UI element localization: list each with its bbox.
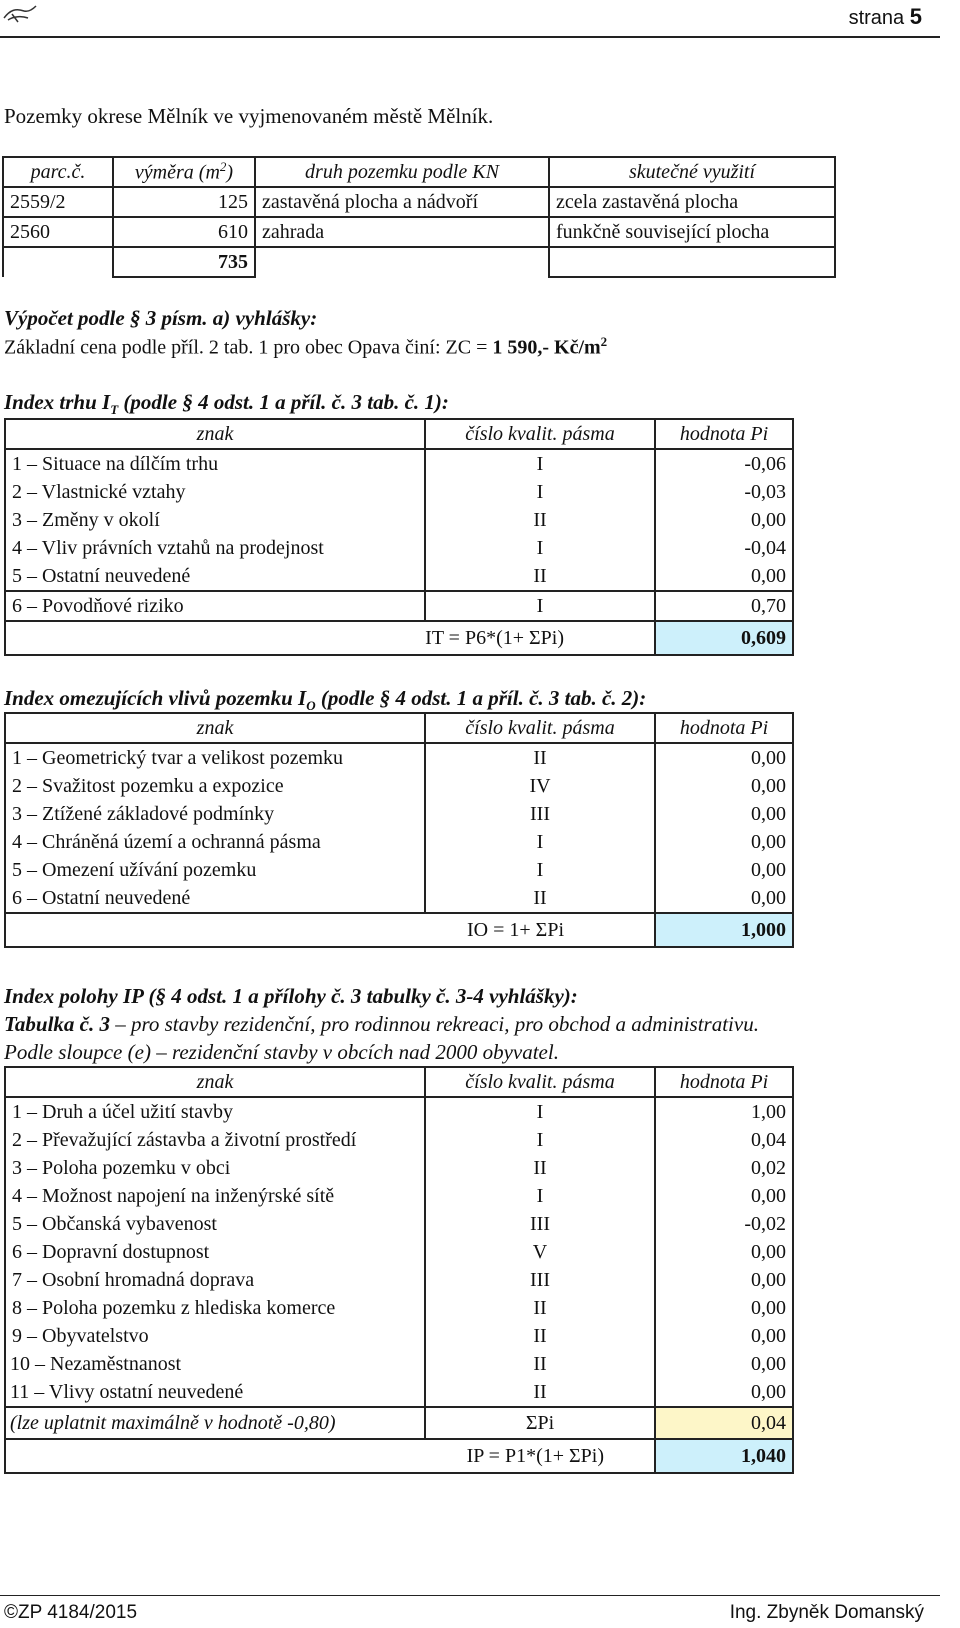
cell-pasmo: III	[425, 1210, 655, 1238]
cell-pasmo: IV	[425, 772, 655, 800]
table-total-row	[3, 247, 835, 277]
cell-hodnota: 0,00	[655, 1266, 793, 1294]
table-row	[5, 1322, 793, 1350]
table-result-row	[5, 913, 793, 947]
cell-usage: zcela zastavěná plocha	[549, 187, 835, 217]
cell-area: 125	[113, 187, 255, 217]
cell-hodnota: -0,04	[655, 534, 793, 562]
cell-pasmo: II	[425, 1350, 655, 1378]
footer-divider	[0, 1595, 940, 1596]
cell-hodnota: 0,00	[655, 743, 793, 772]
cell-empty	[3, 247, 113, 277]
table-label-line: Tabulka č. 3 – pro stavby rezidenční, pro rodinnou rekreaci, pro obchod a administrativu.	[4, 1012, 759, 1036]
table-result-row	[5, 1439, 793, 1473]
table-result-row	[5, 621, 793, 655]
cell-znak: 9 – Obyvatelstvo	[5, 1322, 425, 1350]
cell-pasmo: I	[425, 449, 655, 478]
cell-pasmo: I	[425, 856, 655, 884]
intro-text: Pozemky okrese Mělník ve vyjmenovaném městě Mělník.	[4, 104, 494, 128]
cell-hodnota: 0,04	[655, 1126, 793, 1154]
table-row	[5, 562, 793, 591]
cell-parcel: 2559/2	[3, 187, 113, 217]
cell-znak: 4 – Možnost napojení na inženýrské sítě	[5, 1182, 425, 1210]
calc-title: Výpočet podle § 3 písm. a) vyhlášky:	[4, 306, 318, 330]
table-row	[5, 1378, 793, 1407]
cell-pasmo: II	[425, 1154, 655, 1182]
cell-hodnota: 1,00	[655, 1097, 793, 1126]
table-row	[5, 828, 793, 856]
table-row	[3, 187, 835, 217]
table-row	[5, 800, 793, 828]
index-omez-table	[4, 712, 794, 948]
sum-label-cell: ΣPi	[425, 1407, 655, 1439]
col-header-parcel: parc.č.	[3, 157, 113, 187]
cell-pasmo: II	[425, 506, 655, 534]
table-row	[5, 856, 793, 884]
formula-cell: IP = P1*(1+ ΣPi)	[5, 1439, 655, 1473]
cell-znak: 4 – Chráněná území a ochranná pásma	[5, 828, 425, 856]
table-row	[5, 1210, 793, 1238]
table-row	[5, 449, 793, 478]
cell-hodnota: 0,00	[655, 772, 793, 800]
cell-znak: 6 – Povodňové riziko	[5, 591, 425, 621]
cell-pasmo: III	[425, 1266, 655, 1294]
cell-znak: 2 – Svažitost pozemku a expozice	[5, 772, 425, 800]
cell-hodnota: 0,00	[655, 856, 793, 884]
table-row	[5, 478, 793, 506]
col-header-znak: znak	[5, 1067, 425, 1097]
note-cell: (lze uplatnit maximálně v hodnotě -0,80)	[5, 1407, 425, 1439]
cell-hodnota: 0,00	[655, 1378, 793, 1407]
cell-area: 610	[113, 217, 255, 247]
col-header-area: výměra $(m^2)$	[113, 157, 255, 187]
col-header-usage: skutečné využití	[549, 157, 835, 187]
index-omez-title: Index omezujících vlivů pozemku $I_O$ (podle § 4 odst. 1 a příl. č. 3 tab. č. 2):	[4, 686, 647, 714]
index-trhu-title: Index trhu $I_T$ (podle § 4 odst. 1 a příl. č. 3 tab. č. 1):	[4, 390, 449, 418]
cell-znak: 11 – Vlivy ostatní neuvedené	[5, 1378, 425, 1407]
result-cell: 0,609	[655, 621, 793, 655]
col-header-type: druh pozemku podle KN	[255, 157, 549, 187]
page-number: strana 5	[848, 4, 922, 29]
footer-right: Ing. Zbyněk Domanský	[729, 1602, 924, 1623]
table-row	[5, 743, 793, 772]
index-polohy-table	[4, 1066, 794, 1474]
col-header-znak: znak	[5, 419, 425, 449]
result-cell: 1,040	[655, 1439, 793, 1473]
cell-empty	[255, 247, 549, 277]
col-header-hodnota: hodnota Pi	[655, 713, 793, 743]
table-row	[5, 884, 793, 913]
cell-pasmo: II	[425, 1378, 655, 1407]
cell-znak: 7 – Osobní hromadná doprava	[5, 1266, 425, 1294]
cell-znak: 2 – Vlastnické vztahy	[5, 478, 425, 506]
cell-type: zastavěná plocha a nádvoří	[255, 187, 549, 217]
col-header-pasmo: číslo kvalit. pásma	[425, 419, 655, 449]
cell-hodnota: 0,00	[655, 1322, 793, 1350]
table-row	[5, 1126, 793, 1154]
index-polohy-title: Index polohy IP (§ 4 odst. 1 a přílohy č. 3 tabulky č. 3-4 vyhlášky):	[4, 984, 578, 1008]
table-row	[5, 1097, 793, 1126]
table-header-row	[5, 713, 793, 743]
cell-pasmo: I	[425, 1097, 655, 1126]
cell-znak: 6 – Dopravní dostupnost	[5, 1238, 425, 1266]
cell-znak: 5 – Omezení užívání pozemku	[5, 856, 425, 884]
cell-znak: 5 – Občanská vybavenost	[5, 1210, 425, 1238]
cell-pasmo: I	[425, 534, 655, 562]
table-header-row	[5, 1067, 793, 1097]
cell-hodnota: 0,02	[655, 1154, 793, 1182]
cell-type: zahrada	[255, 217, 549, 247]
cell-pasmo: III	[425, 800, 655, 828]
cell-znak: 4 – Vliv právních vztahů na prodejnost	[5, 534, 425, 562]
logo-icon	[2, 2, 38, 26]
sum-value-cell: 0,04	[655, 1407, 793, 1439]
parcels-table	[2, 156, 836, 278]
table-row	[5, 534, 793, 562]
parcels-header-row	[3, 157, 835, 187]
cell-znak: 5 – Ostatní neuvedené	[5, 562, 425, 591]
cell-pasmo: I	[425, 1126, 655, 1154]
col-header-pasmo: číslo kvalit. pásma	[425, 713, 655, 743]
cell-hodnota: 0,70	[655, 591, 793, 621]
cell-hodnota: 0,00	[655, 828, 793, 856]
result-cell: 1,000	[655, 913, 793, 947]
table-row	[5, 1350, 793, 1378]
table-row	[5, 1238, 793, 1266]
cell-znak: 6 – Ostatní neuvedené	[5, 884, 425, 913]
cell-pasmo: I	[425, 1182, 655, 1210]
cell-znak: 8 – Poloha pozemku z hlediska komerce	[5, 1294, 425, 1322]
cell-hodnota: 0,00	[655, 1182, 793, 1210]
cell-hodnota: 0,00	[655, 1294, 793, 1322]
cell-pasmo: II	[425, 884, 655, 913]
cell-pasmo: II	[425, 562, 655, 591]
cell-pasmo: I	[425, 828, 655, 856]
table-row	[5, 1266, 793, 1294]
cell-hodnota: -0,03	[655, 478, 793, 506]
cell-znak: 3 – Ztížené základové podmínky	[5, 800, 425, 828]
cell-znak: 1 – Geometrický tvar a velikost pozemku	[5, 743, 425, 772]
cell-znak: 3 – Změny v okolí	[5, 506, 425, 534]
base-price-line: Základní cena podle příl. 2 tab. 1 pro obec Opava činí: ZC = 1 590,- $Kč/m^2$	[4, 334, 608, 359]
col-header-hodnota: hodnota Pi	[655, 419, 793, 449]
cell-znak: 10 – Nezaměstnanost	[5, 1350, 425, 1378]
cell-hodnota: 0,00	[655, 1350, 793, 1378]
cell-pasmo: I	[425, 591, 655, 621]
cell-pasmo: II	[425, 1322, 655, 1350]
cell-pasmo: I	[425, 478, 655, 506]
cell-usage: funkčně související plocha	[549, 217, 835, 247]
table-row	[5, 1294, 793, 1322]
footer-left: ©ZP 4184/2015	[4, 1602, 138, 1623]
col-header-znak: znak	[5, 713, 425, 743]
cell-empty	[549, 247, 835, 277]
index-trhu-table	[4, 418, 794, 656]
table-sum-row	[5, 1407, 793, 1439]
base-price-text: Základní cena podle příl. 2 tab. 1 pro obec Opava činí: ZC =	[4, 336, 493, 359]
table-row	[5, 506, 793, 534]
formula-cell: IO = 1+ ΣPi	[5, 913, 655, 947]
col-header-pasmo: číslo kvalit. pásma	[425, 1067, 655, 1097]
cell-pasmo: II	[425, 743, 655, 772]
cell-parcel: 2560	[3, 217, 113, 247]
table-row	[5, 1154, 793, 1182]
formula-cell: IT = P6*(1+ ΣPi)	[5, 621, 655, 655]
cell-pasmo: II	[425, 1294, 655, 1322]
base-price-value: 1 590,- Kč/m	[492, 336, 601, 359]
cell-total-area: 735	[113, 247, 255, 277]
cell-znak: 2 – Převažující zástavba a životní prostředí	[5, 1126, 425, 1154]
column-desc: Podle sloupce (e) – rezidenční stavby v obcích nad 2000 obyvatel.	[4, 1040, 559, 1064]
cell-hodnota: 0,00	[655, 884, 793, 913]
header-divider	[0, 36, 940, 38]
table-row	[3, 217, 835, 247]
cell-znak: 3 – Poloha pozemku v obci	[5, 1154, 425, 1182]
cell-znak: 1 – Druh a účel užití stavby	[5, 1097, 425, 1126]
cell-hodnota: 0,00	[655, 800, 793, 828]
cell-znak: 1 – Situace na dílčím trhu	[5, 449, 425, 478]
table-row	[5, 772, 793, 800]
cell-hodnota: -0,02	[655, 1210, 793, 1238]
table-row	[5, 591, 793, 621]
cell-hodnota: 0,00	[655, 1238, 793, 1266]
table-row	[5, 1182, 793, 1210]
cell-hodnota: 0,00	[655, 562, 793, 591]
col-header-hodnota: hodnota Pi	[655, 1067, 793, 1097]
cell-hodnota: -0,06	[655, 449, 793, 478]
cell-pasmo: V	[425, 1238, 655, 1266]
cell-hodnota: 0,00	[655, 506, 793, 534]
table-header-row	[5, 419, 793, 449]
